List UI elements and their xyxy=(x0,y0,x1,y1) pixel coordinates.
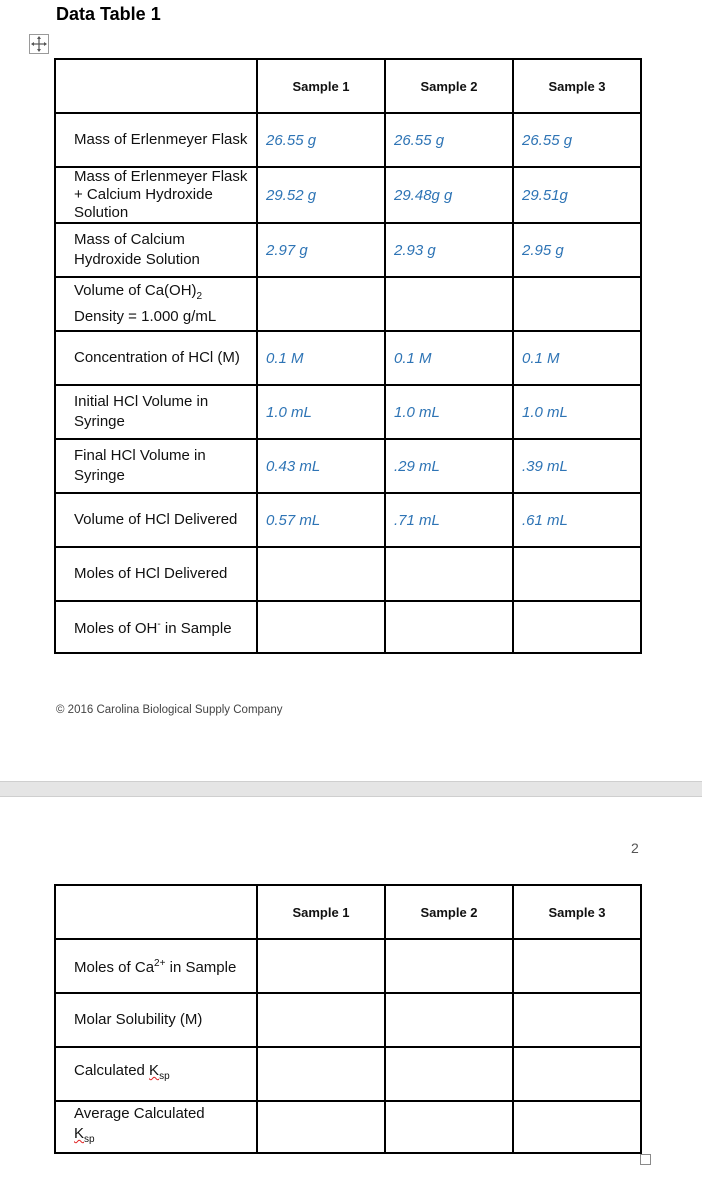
row-label-moles-hcl[interactable]: Moles of HCl Delivered xyxy=(55,547,257,601)
cell-hcl-delivered-s2[interactable]: .71 mL xyxy=(385,493,513,547)
data-table-1 xyxy=(54,58,642,654)
cell-mass-flask-solution-s2[interactable]: 29.48g g xyxy=(385,167,513,223)
table-header-row xyxy=(55,885,641,939)
cell-mass-flask-solution-s3[interactable]: 29.51g xyxy=(513,167,641,223)
label-text: Moles of OH xyxy=(74,620,158,637)
cell-calculated-ksp-s3[interactable] xyxy=(513,1047,641,1101)
label-superscript: 2+ xyxy=(154,958,166,969)
page-break xyxy=(0,781,702,797)
header-blank-cell[interactable] xyxy=(55,59,257,113)
header-sample-2[interactable]: Sample 2 xyxy=(385,885,513,939)
cell-final-hcl-s3[interactable]: .39 mL xyxy=(513,439,641,493)
cell-hcl-delivered-s1[interactable]: 0.57 mL xyxy=(257,493,385,547)
cell-moles-ca-s2[interactable] xyxy=(385,939,513,993)
cell-moles-ca-s1[interactable] xyxy=(257,939,385,993)
row-label-hcl-concentration[interactable]: Concentration of HCl (M) xyxy=(55,331,257,385)
row-label-mass-flask[interactable]: Mass of Erlenmeyer Flask xyxy=(55,113,257,167)
cell-calculated-ksp-s2[interactable] xyxy=(385,1047,513,1101)
table-row xyxy=(55,547,641,601)
row-label-moles-oh[interactable] xyxy=(55,601,257,653)
cell-hcl-concentration-s2[interactable]: 0.1 M xyxy=(385,331,513,385)
cell-mass-solution-s3[interactable]: 2.95 g xyxy=(513,223,641,277)
cell-average-ksp-s1[interactable] xyxy=(257,1101,385,1153)
table-row xyxy=(55,1101,641,1153)
ksp-k: K xyxy=(149,1062,160,1079)
cell-average-ksp-s2[interactable] xyxy=(385,1101,513,1153)
label-text: Volume of Ca(OH) xyxy=(74,282,197,299)
row-label-molar-solubility[interactable]: Molar Solubility (M) xyxy=(55,993,257,1047)
cell-moles-ca-s3[interactable] xyxy=(513,939,641,993)
cell-volume-caoh2-s2[interactable] xyxy=(385,277,513,331)
table-row xyxy=(55,167,641,223)
cell-mass-solution-s2[interactable]: 2.93 g xyxy=(385,223,513,277)
cell-initial-hcl-s2[interactable]: 1.0 mL xyxy=(385,385,513,439)
table-row xyxy=(55,223,641,277)
table-move-handle[interactable] xyxy=(29,34,49,54)
ksp-subscript: sp xyxy=(159,1071,170,1082)
spellcheck-flagged-text[interactable] xyxy=(149,1062,170,1082)
ksp-k: K xyxy=(74,1125,85,1142)
table-row xyxy=(55,277,641,331)
header-sample-1[interactable]: Sample 1 xyxy=(257,885,385,939)
table-row xyxy=(55,601,641,653)
cell-hcl-concentration-s1[interactable]: 0.1 M xyxy=(257,331,385,385)
row-label-moles-ca[interactable] xyxy=(55,939,257,993)
spellcheck-flagged-text[interactable] xyxy=(74,1125,95,1145)
move-arrows-icon xyxy=(30,35,48,53)
cell-mass-flask-solution-s1[interactable]: 29.52 g xyxy=(257,167,385,223)
cell-mass-flask-s2[interactable]: 26.55 g xyxy=(385,113,513,167)
table-row xyxy=(55,385,641,439)
cell-mass-flask-s3[interactable]: 26.55 g xyxy=(513,113,641,167)
cell-hcl-delivered-s3[interactable]: .61 mL xyxy=(513,493,641,547)
table-row xyxy=(55,1047,641,1101)
cell-average-ksp-s3[interactable] xyxy=(513,1101,641,1153)
row-label-volume-caoh2[interactable] xyxy=(55,277,257,331)
label-subscript: 2 xyxy=(196,291,203,302)
cell-volume-caoh2-s3[interactable] xyxy=(513,277,641,331)
header-sample-3[interactable]: Sample 3 xyxy=(513,885,641,939)
cell-calculated-ksp-s1[interactable] xyxy=(257,1047,385,1101)
label-text: in Sample xyxy=(160,620,232,637)
label-text: Density = 1.000 g/mL xyxy=(74,308,217,325)
cell-mass-solution-s1[interactable]: 2.97 g xyxy=(257,223,385,277)
table-row xyxy=(55,993,641,1047)
table-row xyxy=(55,939,641,993)
data-table-2 xyxy=(54,884,642,1154)
row-label-final-hcl[interactable]: Final HCl Volume in Syringe xyxy=(55,439,257,493)
cell-final-hcl-s2[interactable]: .29 mL xyxy=(385,439,513,493)
cell-initial-hcl-s3[interactable]: 1.0 mL xyxy=(513,385,641,439)
row-label-mass-solution[interactable]: Mass of Calcium Hydroxide Solution xyxy=(55,223,257,277)
cell-molar-solubility-s1[interactable] xyxy=(257,993,385,1047)
page-number: 2 xyxy=(631,840,639,856)
cell-final-hcl-s1[interactable]: 0.43 mL xyxy=(257,439,385,493)
cell-hcl-concentration-s3[interactable]: 0.1 M xyxy=(513,331,641,385)
table-row xyxy=(55,331,641,385)
table-row xyxy=(55,493,641,547)
table-row xyxy=(55,439,641,493)
cell-volume-caoh2-s1[interactable] xyxy=(257,277,385,331)
table-header-row xyxy=(55,59,641,113)
table-title: Data Table 1 xyxy=(56,4,161,24)
label-text: in Sample xyxy=(165,959,237,976)
cell-moles-oh-s2[interactable] xyxy=(385,601,513,653)
header-blank-cell[interactable] xyxy=(55,885,257,939)
header-sample-3[interactable]: Sample 3 xyxy=(513,59,641,113)
row-label-hcl-delivered[interactable]: Volume of HCl Delivered xyxy=(55,493,257,547)
label-superscript: - xyxy=(157,619,161,630)
cell-initial-hcl-s1[interactable]: 1.0 mL xyxy=(257,385,385,439)
label-text: Moles of Ca xyxy=(74,959,155,976)
cell-moles-oh-s3[interactable] xyxy=(513,601,641,653)
cell-mass-flask-s1[interactable]: 26.55 g xyxy=(257,113,385,167)
row-label-calculated-ksp[interactable] xyxy=(55,1047,257,1101)
cell-moles-oh-s1[interactable] xyxy=(257,601,385,653)
copyright-footer: © 2016 Carolina Biological Supply Company xyxy=(56,704,283,716)
ksp-subscript: sp xyxy=(84,1134,95,1145)
table-resize-handle[interactable] xyxy=(640,1154,651,1165)
row-label-mass-flask-solution[interactable]: Mass of Erlenmeyer Flask + Calcium Hydroxide Solution xyxy=(55,167,257,223)
row-label-average-ksp[interactable] xyxy=(55,1101,257,1153)
cell-moles-hcl-s2[interactable] xyxy=(385,547,513,601)
cell-molar-solubility-s3[interactable] xyxy=(513,993,641,1047)
row-label-initial-hcl[interactable]: Initial HCl Volume in Syringe xyxy=(55,385,257,439)
label-text: Calculated xyxy=(74,1062,150,1079)
cell-moles-hcl-s1[interactable] xyxy=(257,547,385,601)
header-sample-1[interactable]: Sample 1 xyxy=(257,59,385,113)
table-row xyxy=(55,113,641,167)
label-text: Average Calculated xyxy=(74,1105,205,1122)
header-sample-2[interactable]: Sample 2 xyxy=(385,59,513,113)
cell-molar-solubility-s2[interactable] xyxy=(385,993,513,1047)
cell-moles-hcl-s3[interactable] xyxy=(513,547,641,601)
